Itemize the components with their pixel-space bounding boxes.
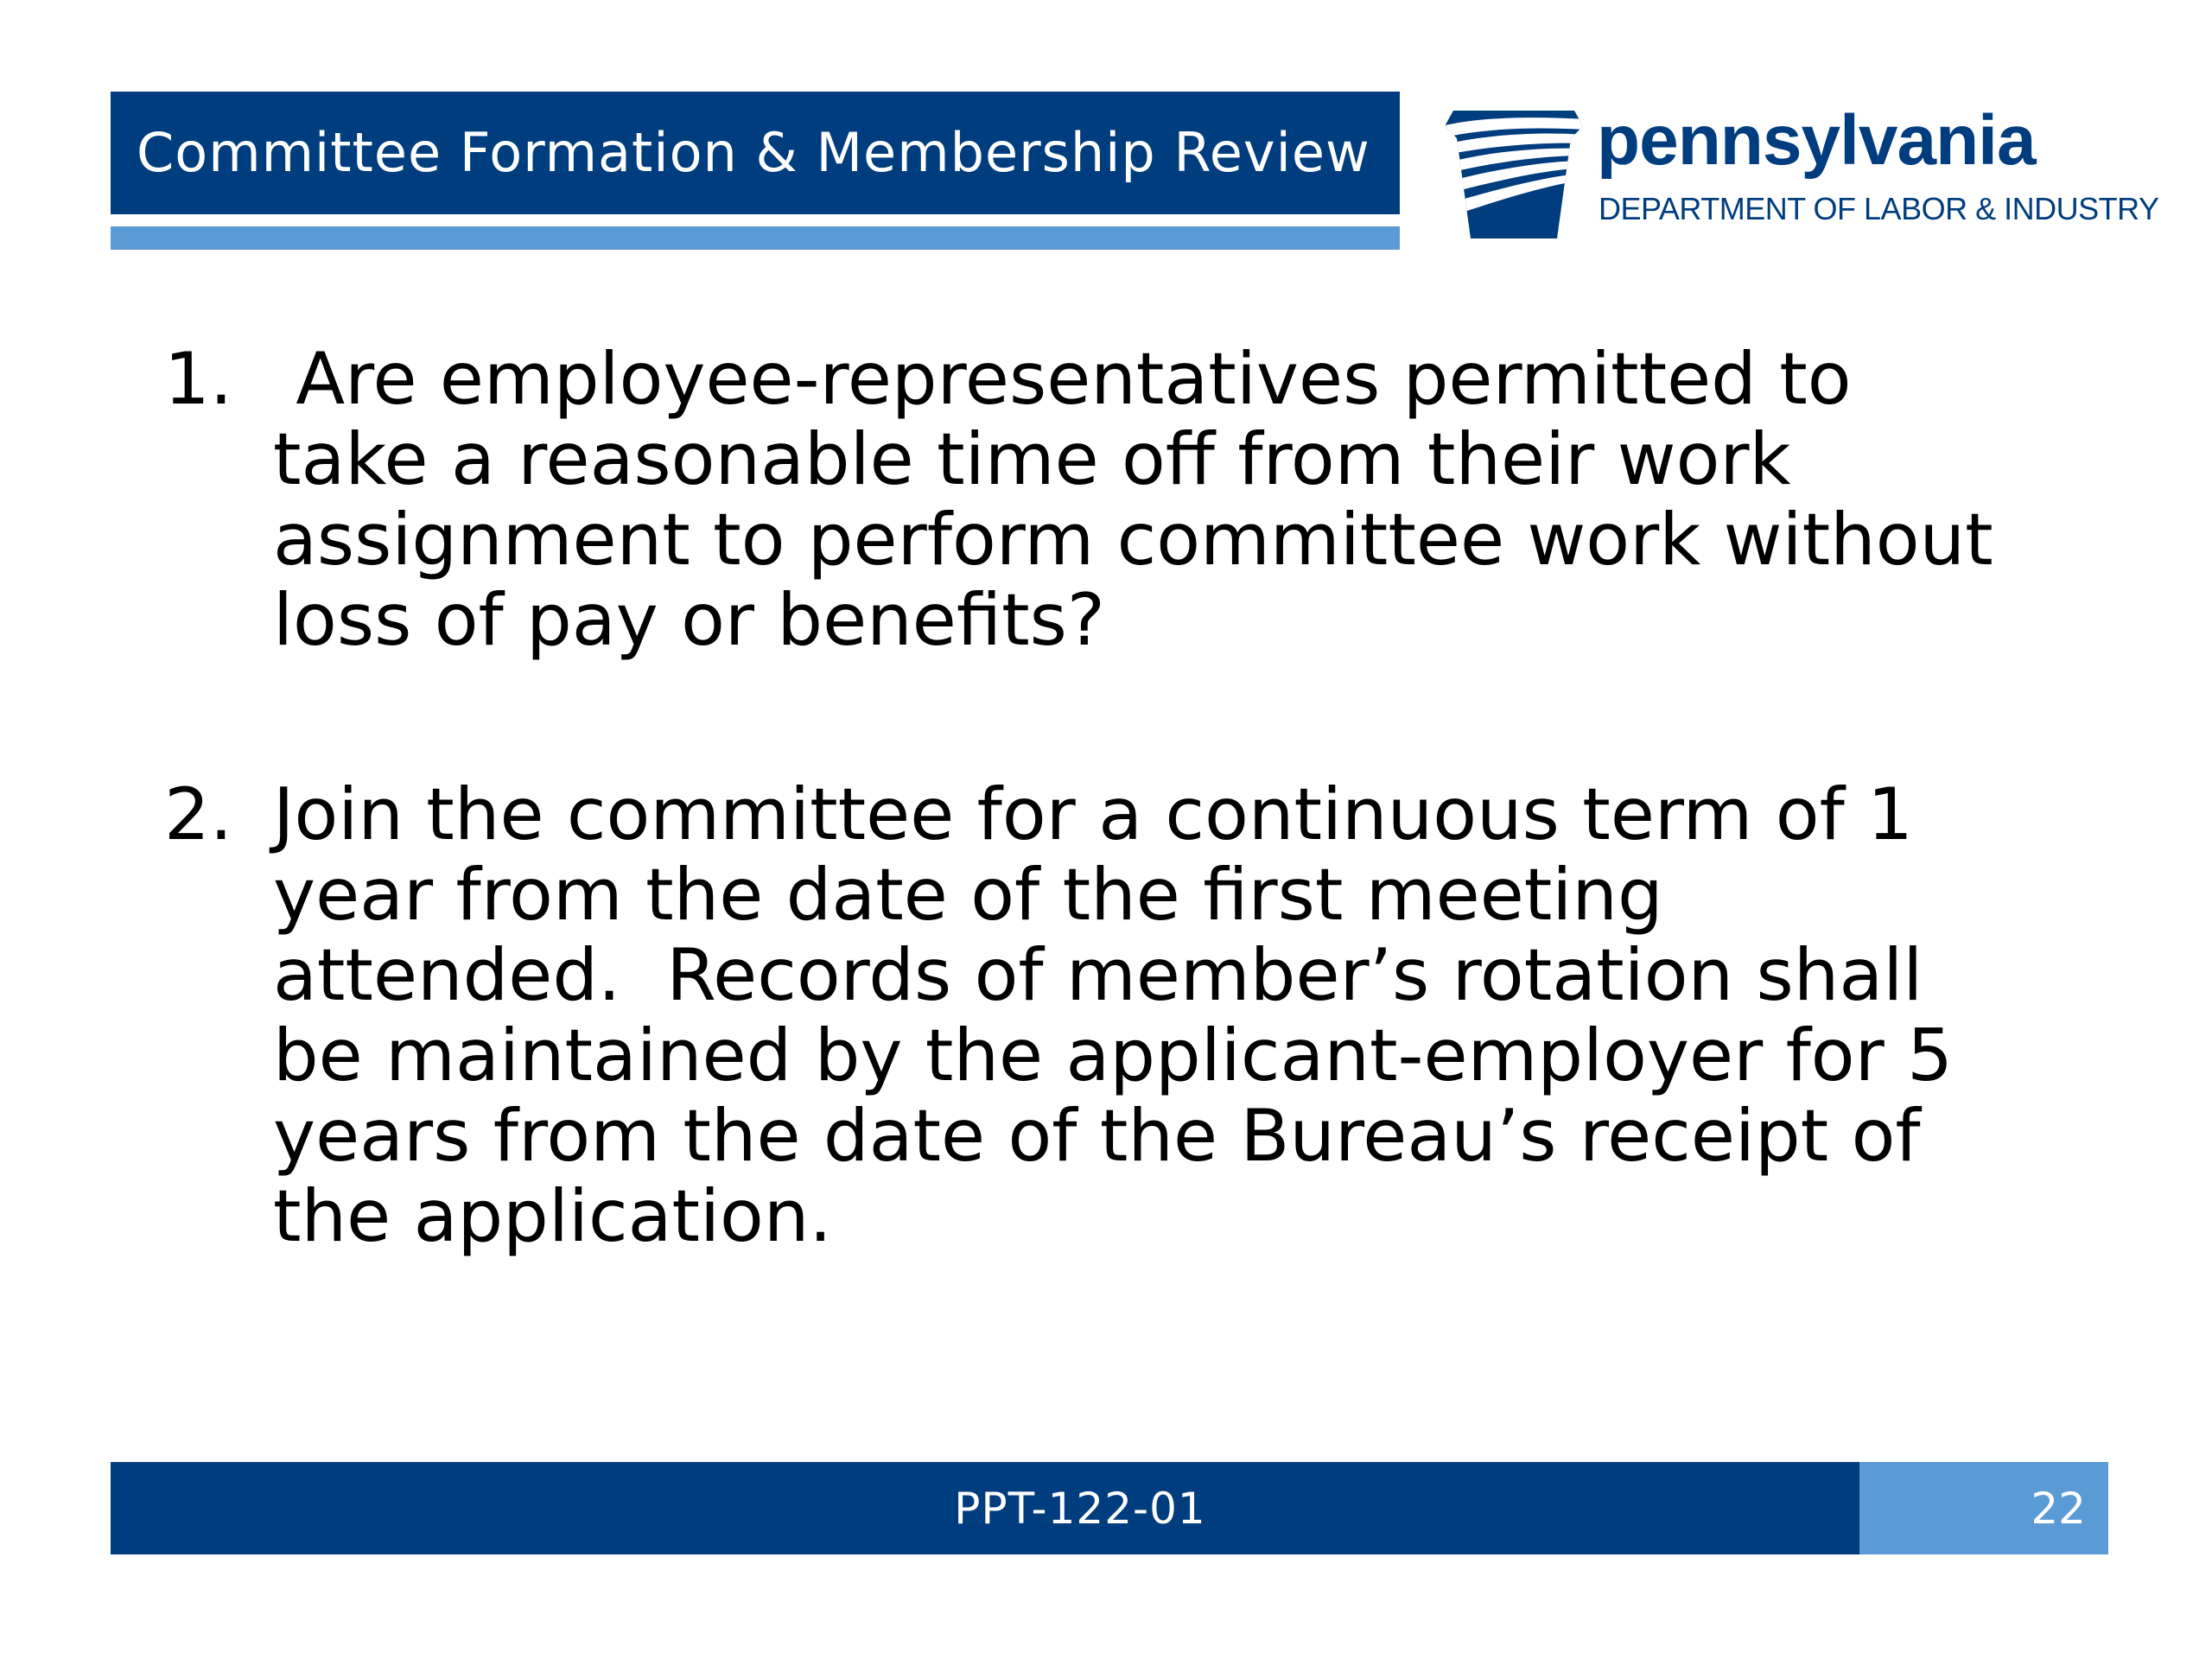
keystone-icon [1441, 100, 1586, 240]
pa-dli-logo [1441, 97, 2167, 249]
list-item-line: attended. Records of member’s rotation shall [273, 933, 1923, 1017]
list-item-line: take a reasonable time off from their work [273, 417, 1791, 501]
list-item [159, 339, 2146, 660]
title-underline [111, 226, 1400, 250]
list-item-number: 1. [164, 337, 233, 421]
logo-department: DEPARTMENT OF LABOR & INDUSTRY [1599, 191, 2159, 226]
slide-title: Committee Formation & Membership Review [137, 121, 1370, 184]
list-item-line: Are employee-representatives permitted to [273, 337, 1852, 421]
logo-wordmark: pennsylvania [1597, 101, 2036, 180]
list-item-line: the application. [273, 1174, 832, 1258]
list-item-line: be maintained by the applicant-employer for 5 [273, 1014, 1953, 1097]
list-item-line: Join the committee for a continuous term of 1 [273, 772, 1913, 856]
list-item-line: assignment to perform committee work without [273, 498, 1993, 582]
footer-code: PPT-122-01 [954, 1483, 1206, 1534]
page-number-box [1859, 1462, 2108, 1554]
title-bar [111, 92, 1400, 214]
list-item-line: years from the date of the Bureau’s receipt of [273, 1094, 1921, 1178]
list-item-line: year from the date of the first meeting [273, 853, 1663, 937]
page-number: 22 [2031, 1483, 2086, 1534]
list-item-number: 2. [164, 772, 233, 856]
list-item [159, 774, 2146, 1256]
slide-body [159, 339, 2146, 1256]
footer-bar [111, 1462, 1859, 1554]
list-item-line: loss of pay or benefits? [273, 578, 1105, 662]
